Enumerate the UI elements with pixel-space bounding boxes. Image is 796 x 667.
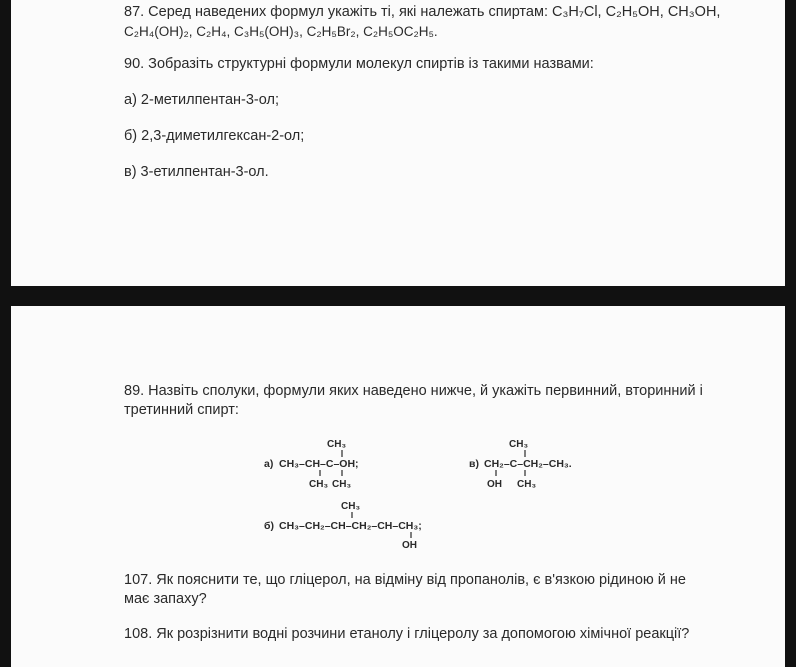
formula-v-bottom-right: CH₃ bbox=[517, 479, 537, 490]
formula-v bbox=[469, 439, 572, 490]
formula-v-bottom-left: OH bbox=[487, 479, 502, 490]
formula-a-main: CH₃–CH–C–OH; bbox=[279, 458, 359, 470]
formula-b-bottom: OH bbox=[402, 540, 417, 551]
question-90-item-v: в) 3-етилпентан-3-ол. bbox=[124, 164, 269, 180]
formula-a-bottom-left: CH₃ bbox=[309, 479, 329, 490]
formula-v-label: в) bbox=[469, 458, 479, 470]
formula-a-top: CH₃ bbox=[327, 439, 347, 450]
formula-a bbox=[264, 439, 359, 490]
bottom-page bbox=[11, 306, 785, 667]
question-108-line1: 108. Як розрізнити водні розчини етанолу і гліцеролу за допомогою хімічної реакції? bbox=[124, 626, 690, 642]
formula-b-label: б) bbox=[264, 520, 274, 532]
question-90-item-a: а) 2-метилпентан-3-ол; bbox=[124, 92, 279, 108]
formula-a-bottom-right: CH₃ bbox=[332, 479, 352, 490]
formula-v-main: CH₂–C–CH₂–CH₃. bbox=[484, 458, 572, 470]
question-89-line1: 89. Назвіть сполуки, формули яких наведено нижче, й укажіть первинний, вторинний і bbox=[124, 383, 703, 399]
question-90-title: 90. Зобразіть структурні формули молекул спиртів із такими назвами: bbox=[124, 56, 594, 72]
question-87-formulas-2: C₂H₄(OH)₂, C₂H₄, C₃H₅(OH)₃, C₂H₅Br₂, C₂H₅OC₂H₅. bbox=[124, 24, 438, 39]
formula-a-label: а) bbox=[264, 458, 274, 470]
formula-b-main: CH₃–CH₂–CH–CH₂–CH–CH₃; bbox=[279, 520, 422, 532]
question-107-line1: 107. Як пояснити те, що гліцерол, на відміну від пропанолів, є в'язкою рідиною й не bbox=[124, 572, 686, 588]
formula-b bbox=[264, 501, 422, 551]
question-90-item-b: б) 2,3-диметилгексан-2-ол; bbox=[124, 128, 305, 144]
question-87-formulas-1: C₃H₇Cl, C₂H₅OH, CH₃OH, bbox=[552, 4, 721, 20]
formula-v-top: CH₃ bbox=[509, 439, 529, 450]
top-page bbox=[11, 0, 785, 286]
question-87-line1 bbox=[124, 3, 720, 22]
question-87-text: 87. Серед наведених формул укажіть ті, які належать спиртам: bbox=[124, 4, 553, 20]
structural-formulas bbox=[11, 306, 785, 667]
question-89-line2: третинний спирт: bbox=[124, 402, 239, 418]
formula-b-top: CH₃ bbox=[341, 501, 361, 512]
question-107-line2: має запаху? bbox=[124, 591, 207, 607]
